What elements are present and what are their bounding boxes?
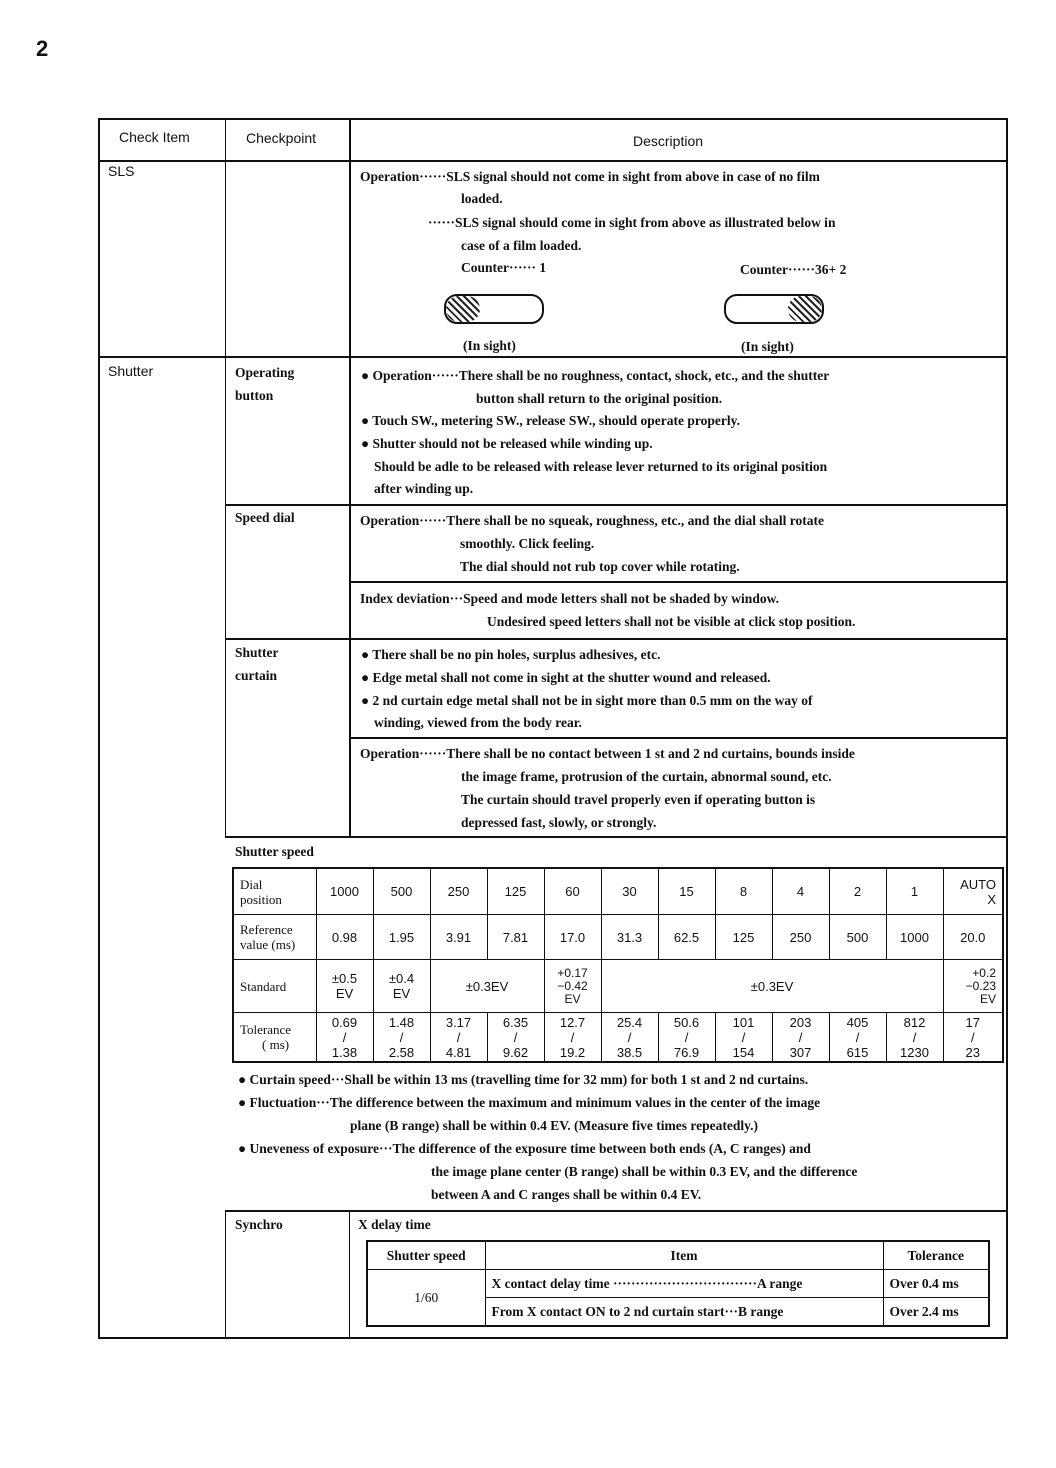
sls-rule (98, 356, 1008, 358)
tol-slash: / (570, 1029, 575, 1045)
standard-cell (373, 960, 430, 1013)
opbtn-rule (225, 504, 1008, 506)
curtain-label-2: curtain (235, 668, 277, 683)
sls-in-sight-left: (In sight) (463, 338, 516, 353)
note-curtain-speed: ● Curtain speed···Shall be within 13 ms (travelling time for 32 mm) for both 1 st and 2 nd curtains. (238, 1072, 809, 1087)
tol-hi: 154 (732, 1044, 755, 1060)
note-uneveness-1: ● Uneveness of exposure···The difference of the exposure time between both ends (A, C ranges) and (238, 1141, 811, 1156)
auto-x-label: X (987, 891, 996, 907)
opbtn-label-2: button (235, 388, 274, 403)
reference-cell: 125 (715, 915, 772, 960)
tolerance-cell (601, 1013, 658, 1063)
curtain-line-4: winding, viewed from the body rear. (374, 715, 582, 730)
shutter-item: Shutter (108, 363, 154, 379)
tol-slash: / (970, 1029, 975, 1045)
synchro-label: Synchro (235, 1217, 283, 1232)
tolerance-cell (829, 1013, 886, 1063)
curtain-op-line-1: Operation······There shall be no contact between 1 st and 2 nd curtains, bounds inside (360, 746, 855, 761)
dial-cell: 60 (544, 868, 601, 915)
tol-slash: / (399, 1029, 404, 1045)
reference-cell: 250 (772, 915, 829, 960)
curtain-op-line-2: the image frame, protrusion of the curtain, abnormal sound, etc. (461, 769, 832, 784)
dial-cell: 2 (829, 868, 886, 915)
sls-in-sight-right: (In sight) (741, 339, 794, 354)
tolerance-cell (373, 1013, 430, 1063)
tol-hi: 1230 (900, 1044, 929, 1060)
dial-cell: 500 (373, 868, 430, 915)
opbtn-label-1: Operating (235, 365, 295, 380)
reference-cell: 31.3 (601, 915, 658, 960)
synchro-tolerance: Over 0.4 ms (883, 1270, 989, 1298)
tol-lo: 203 (789, 1014, 812, 1030)
opbtn-line-6: after winding up. (374, 481, 474, 496)
dial-cell: 1000 (316, 868, 373, 915)
tol-slash: / (798, 1029, 803, 1045)
std-1000-b: EV (335, 986, 354, 1001)
synchro-tolerance: Over 2.4 ms (883, 1298, 989, 1327)
tol-slash: / (513, 1029, 518, 1045)
tolerance-cell (487, 1013, 544, 1063)
dial-label-2: position (240, 891, 282, 907)
curtain-label-1: Shutter (235, 645, 279, 660)
tolerance-cell (886, 1013, 943, 1063)
speed-dial-line-2: smoothly. Click feeling. (460, 536, 595, 551)
dial-position-label (233, 868, 316, 915)
std-auto-b: −0.23 (965, 978, 996, 993)
tol-lo: 0.69 (331, 1014, 358, 1030)
curtain-line-2: ● Edge metal shall not come in sight at the shutter wound and released. (361, 670, 771, 685)
synchro-col-speed: Shutter speed (367, 1241, 485, 1270)
opbtn-line-1: ● Operation······There shall be no roughness, contact, shock, etc., and the shutter (361, 368, 830, 383)
opbtn-line-5: Should be adle to be released with release lever returned to its original position (374, 459, 828, 474)
note-uneveness-3: between A and C ranges shall be within 0.4 EV. (431, 1187, 702, 1202)
synchro-header-row (367, 1241, 989, 1270)
tolerance-label (233, 1013, 316, 1063)
std-1000-a: ±0.5 (331, 971, 358, 986)
std-auto-a: +0.2 (972, 965, 996, 980)
dial-position-row (233, 868, 1003, 915)
tol-slash: / (912, 1029, 917, 1045)
standard-row (233, 960, 1003, 1013)
dial-cell: 250 (430, 868, 487, 915)
reference-cell: 500 (829, 915, 886, 960)
dial-cell-auto (943, 868, 1003, 915)
synchro-item: From X contact ON to 2 nd curtain start···B range (485, 1298, 883, 1327)
x-delay-title: X delay time (358, 1217, 431, 1232)
sls-line-1: Operation······SLS signal should not come in sight from above in case of no film (360, 169, 820, 184)
tol-hi: 38.5 (616, 1044, 643, 1060)
dial-cell: 30 (601, 868, 658, 915)
header-check-item: Check Item (119, 129, 190, 145)
curtain-rule (349, 737, 1008, 739)
tol-label-1: Tolerance (240, 1022, 292, 1037)
sls-item: SLS (108, 163, 135, 179)
tol-lo: 6.35 (502, 1014, 529, 1030)
std-60-a: +0.17 (557, 965, 588, 980)
sls-counter-left: Counter······ 1 (461, 260, 547, 275)
tol-hi: 1.38 (331, 1044, 358, 1060)
index-deviation-line-2: Undesired speed letters shall not be visible at click stop position. (487, 614, 856, 629)
tol-hi: 19.2 (559, 1044, 586, 1060)
curtain-op-line-4: depressed fast, slowly, or strongly. (461, 815, 657, 830)
frame-top (98, 118, 1008, 120)
tol-slash: / (342, 1029, 347, 1045)
tolerance-cell (316, 1013, 373, 1063)
shutter-speed-table (232, 867, 1004, 1063)
tol-slash: / (684, 1029, 689, 1045)
synchro-col-item: Item (485, 1241, 883, 1270)
note-uneveness-2: the image plane center (B range) shall be within 0.3 EV, and the difference (431, 1164, 858, 1179)
standard-cell: ±0.3EV (430, 960, 544, 1013)
tol-lo: 812 (903, 1014, 926, 1030)
std-auto-c: EV (979, 991, 996, 1006)
frame-left (98, 118, 100, 1339)
reference-cell: 0.98 (316, 915, 373, 960)
standard-cell (544, 960, 601, 1013)
synchro-item: X contact delay time ································A range (485, 1270, 883, 1298)
tolerance-cell (715, 1013, 772, 1063)
shutter-speed-title: Shutter speed (235, 844, 314, 859)
sls-signal-hatch-left (446, 296, 480, 322)
speed-dial-label: Speed dial (235, 510, 295, 525)
note-fluctuation-1: ● Fluctuation···The difference between the maximum and minimum values in the center of the image (238, 1095, 821, 1110)
synchro-row (367, 1270, 989, 1298)
curtain-line-3: ● 2 nd curtain edge metal shall not be in sight more than 0.5 mm on the way of (361, 693, 813, 708)
col-divider-1 (225, 118, 226, 837)
tolerance-cell (430, 1013, 487, 1063)
tol-slash: / (741, 1029, 746, 1045)
col-divider-2b (349, 1211, 350, 1339)
tol-lo: 17 (965, 1014, 980, 1030)
page-number: 2 (36, 36, 49, 61)
synchro-table (366, 1240, 990, 1327)
reference-cell: 17.0 (544, 915, 601, 960)
tol-hi: 76.9 (673, 1044, 700, 1060)
std-60-b: −0.42 (557, 978, 588, 993)
tol-slash: / (855, 1029, 860, 1045)
std-500-a: ±0.4 (388, 971, 415, 986)
frame-bottom (98, 1337, 1008, 1339)
auto-label: AUTO (960, 876, 996, 892)
tolerance-cell (772, 1013, 829, 1063)
tol-lo: 1.48 (388, 1014, 415, 1030)
reference-row (233, 915, 1003, 960)
standard-label: Standard (233, 960, 316, 1013)
speed-dial-rule (349, 581, 1008, 583)
standard-cell: ±0.3EV (601, 960, 943, 1013)
tolerance-cell (943, 1013, 1003, 1063)
ref-label-2: value (ms) (240, 937, 296, 952)
note-fluctuation-2: plane (B range) shall be within 0.4 EV. (Measure five times repeatedly.) (350, 1118, 758, 1133)
reference-cell: 7.81 (487, 915, 544, 960)
tol-hi: 615 (846, 1044, 869, 1060)
speed-dial-bottom (225, 638, 1008, 640)
sls-line-2: loaded. (461, 191, 503, 206)
curtain-bottom (225, 836, 1008, 838)
tolerance-cell (658, 1013, 715, 1063)
speed-dial-line-1: Operation······There shall be no squeak, roughness, etc., and the dial shall rotate (360, 513, 824, 528)
reference-cell: 1.95 (373, 915, 430, 960)
sls-counter-right: Counter······36+ 2 (740, 262, 847, 277)
dial-cell: 8 (715, 868, 772, 915)
reference-cell: 62.5 (658, 915, 715, 960)
frame-right (1006, 118, 1008, 1339)
curtain-op-line-3: The curtain should travel properly even if operating button is (461, 792, 816, 807)
opbtn-line-2: button shall return to the original position. (476, 391, 723, 406)
synchro-speed-value: 1/60 (367, 1270, 485, 1327)
reference-cell: 20.0 (943, 915, 1003, 960)
standard-cell (316, 960, 373, 1013)
tol-hi: 2.58 (388, 1044, 415, 1060)
header-checkpoint: Checkpoint (246, 130, 317, 146)
sls-line-3: ······SLS signal should come in sight from above as illustrated below in (428, 215, 836, 230)
dial-cell: 125 (487, 868, 544, 915)
synchro-rule (225, 1210, 1008, 1212)
curtain-line-1: ● There shall be no pin holes, surplus adhesives, etc. (361, 647, 661, 662)
standard-cell (943, 960, 1003, 1013)
reference-cell: 3.91 (430, 915, 487, 960)
opbtn-line-4: ● Shutter should not be released while winding up. (361, 436, 653, 451)
tol-lo: 12.7 (559, 1014, 586, 1030)
tol-label-2: ( ms) (262, 1037, 290, 1052)
tol-lo: 101 (732, 1014, 755, 1030)
std-60-c: EV (564, 991, 581, 1006)
dial-label-1: Dial (240, 876, 263, 892)
index-deviation-line-1: Index deviation···Speed and mode letters shall not be shaded by window. (360, 591, 779, 606)
col-divider-1b (225, 1211, 226, 1339)
dial-cell: 15 (658, 868, 715, 915)
dial-cell: 1 (886, 868, 943, 915)
tol-slash: / (627, 1029, 632, 1045)
tolerance-cell (544, 1013, 601, 1063)
synchro-col-tolerance: Tolerance (883, 1241, 989, 1270)
tol-slash: / (456, 1029, 461, 1045)
speed-dial-line-3: The dial should not rub top cover while rotating. (460, 559, 740, 574)
tol-hi: 4.81 (445, 1044, 472, 1060)
sls-line-4: case of a film loaded. (461, 238, 582, 253)
col-divider-2 (349, 118, 351, 837)
tol-hi: 307 (789, 1044, 812, 1060)
sls-signal-window-left (444, 294, 544, 324)
opbtn-line-3: ● Touch SW., metering SW., release SW., should operate properly. (361, 413, 740, 428)
std-500-b: EV (392, 986, 411, 1001)
tol-lo: 25.4 (616, 1014, 643, 1030)
tol-hi: 23 (965, 1044, 980, 1060)
tol-lo: 3.17 (445, 1014, 472, 1030)
reference-cell: 1000 (886, 915, 943, 960)
tolerance-row (233, 1013, 1003, 1063)
ref-label-1: Reference (240, 922, 293, 937)
tol-lo: 50.6 (673, 1014, 700, 1030)
sls-signal-hatch-right (788, 296, 822, 322)
header-description: Description (633, 133, 704, 149)
tol-lo: 405 (846, 1014, 869, 1030)
reference-label (233, 915, 316, 960)
tol-hi: 9.62 (502, 1044, 529, 1060)
dial-cell: 4 (772, 868, 829, 915)
header-rule (98, 160, 1008, 162)
sls-signal-window-right (724, 294, 824, 324)
